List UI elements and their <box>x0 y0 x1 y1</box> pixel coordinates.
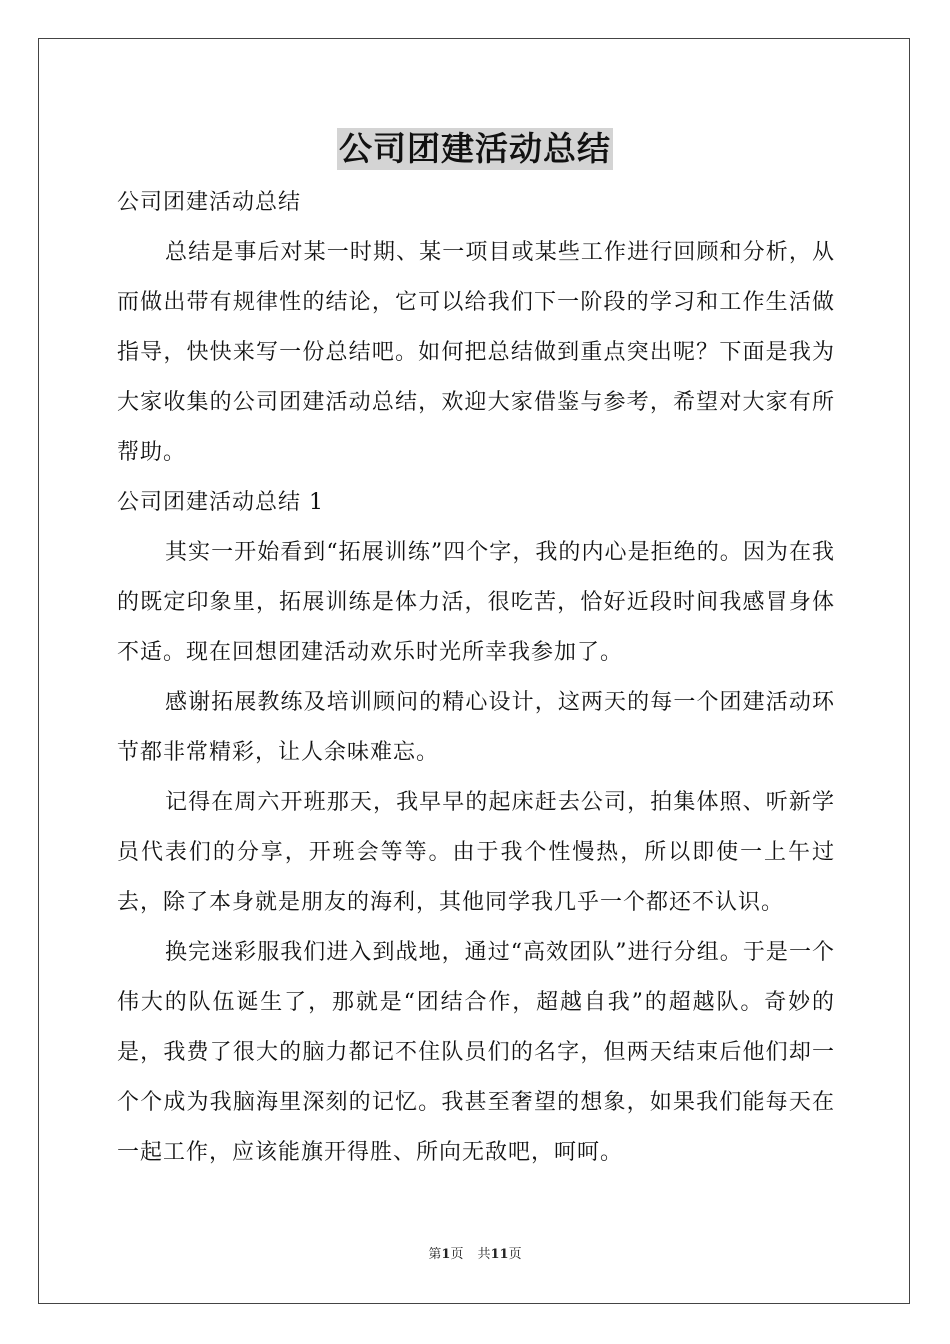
total-count: 11 <box>490 1247 509 1262</box>
title-container <box>0 128 950 170</box>
document-body <box>117 178 835 1178</box>
page-number <box>428 1247 463 1262</box>
total-prefix: 共 <box>477 1247 491 1262</box>
paragraph: 感谢拓展教练及培训顾问的精心设计，这两天的每一个团建活动环节都非常精彩，让人余味难忘。 <box>117 690 835 765</box>
section-heading: 公司团建活动总结 1 <box>117 490 324 515</box>
paragraph: 其实一开始看到“拓展训练”四个字，我的内心是拒绝的。因为在我的既定印象里，拓展训练是体力活，很吃苦，恰好近段时间我感冒身体不适。现在回想团建活动欢乐时光所幸我参加了。 <box>117 540 835 665</box>
paragraph: 公司团建活动总结 <box>117 190 302 215</box>
page-footer <box>0 1245 950 1265</box>
page-suffix: 页 <box>450 1247 464 1262</box>
total-pages <box>477 1247 521 1262</box>
paragraph: 记得在周六开班那天，我早早的起床赶去公司，拍集体照、听新学员代表们的分享，开班会等等。由于我个性慢热，所以即使一上午过去，除了本身就是朋友的海利，其他同学我几乎一个都还不认识。 <box>117 790 835 915</box>
total-suffix: 页 <box>508 1247 522 1262</box>
document-title: 公司团建活动总结 <box>339 129 611 168</box>
paragraph: 换完迷彩服我们进入到战地，通过“高效团队”进行分组。于是一个伟大的队伍诞生了，那就是“团结合作，超越自我”的超越队。奇妙的是，我费了很大的脑力都记不住队员们的名字，但两天结束后他们却一个个成为我脑海里深刻的记忆。我甚至奢望的想象，如果我们能每天在一起工作，应该能旗开得胜、所向无敌吧，呵呵。 <box>117 940 835 1165</box>
page-prefix: 第 <box>428 1247 442 1262</box>
paragraph: 总结是事后对某一时期、某一项目或某些工作进行回顾和分析，从而做出带有规律性的结论，它可以给我们下一阶段的学习和工作生活做指导，快快来写一份总结吧。如何把总结做到重点突出呢？下面是我为大家收集的公司团建活动总结，欢迎大家借鉴与参考，希望对大家有所帮助。 <box>117 240 835 465</box>
current-page: 1 <box>441 1247 451 1262</box>
